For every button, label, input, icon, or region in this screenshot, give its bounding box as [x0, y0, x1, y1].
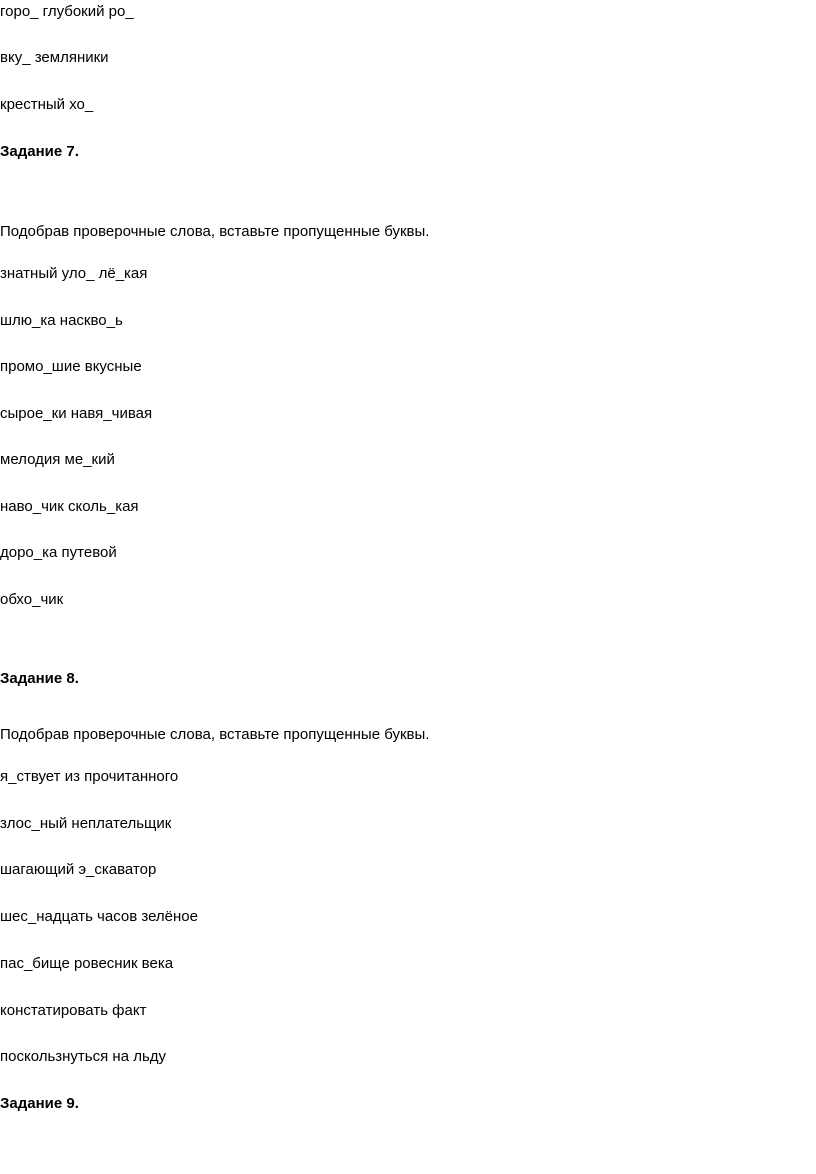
task-7-item: мелодия ме_кий: [0, 451, 115, 468]
task-7-item: промо_шие вкусные: [0, 358, 142, 375]
task-8-item: шес_надцать часов зелёное: [0, 908, 198, 925]
task-7-item: сырое_ки навя_чивая: [0, 405, 153, 422]
task-8-heading: Задание 8.: [0, 670, 79, 687]
task-8-item: злос_ный неплательщик: [0, 815, 172, 832]
task-8-item: шагающий э_скаватор: [0, 861, 157, 878]
task-7-item: обхо_чик: [0, 591, 64, 608]
text-line: вку_ земляники: [0, 49, 109, 66]
task-9-heading: Задание 9.: [0, 1095, 79, 1112]
task-8-item: констатировать факт: [0, 1002, 147, 1019]
task-7-item: знатный уло_ лё_кая: [0, 265, 148, 282]
text-line: горо_ глубокий ро_: [0, 3, 134, 20]
text-line: крестный хо_: [0, 96, 94, 113]
task-8-item: пас_бище ровесник века: [0, 955, 174, 972]
task-8-item: я_ствует из прочитанного: [0, 768, 179, 785]
task-8-instruction: Подобрав проверочные слова, вставьте пропущенные буквы.: [0, 726, 430, 743]
task-7-heading: Задание 7.: [0, 143, 79, 160]
task-7-item: доро_ка путевой: [0, 544, 117, 561]
task-7-item: наво_чик сколь_кая: [0, 498, 139, 515]
task-7-instruction: Подобрав проверочные слова, вставьте пропущенные буквы.: [0, 223, 430, 240]
task-7-item: шлю_ка наскво_ь: [0, 312, 123, 329]
task-8-item: поскользнуться на льду: [0, 1048, 167, 1065]
